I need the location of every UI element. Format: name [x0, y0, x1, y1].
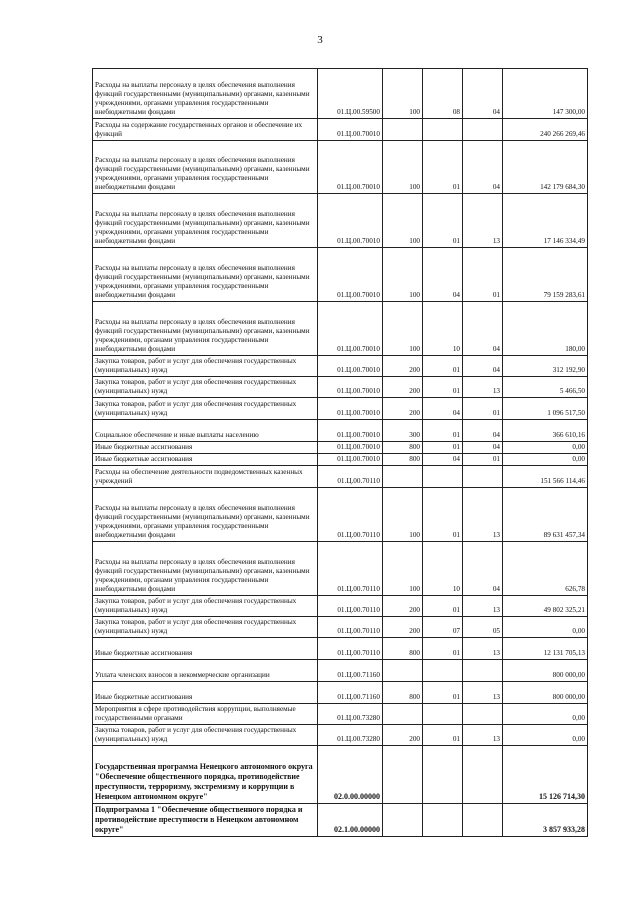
expense-name-cell: Уплата членских взносов в некоммерческие организации: [93, 660, 318, 682]
expense-name-cell: Расходы на выплаты персоналу в целях обеспечения выполнения функций государственными (муниципальными) органами, казенными учреждениями, органами управления государственными внебюджетными фондами: [93, 248, 318, 302]
section-cell: 01: [423, 682, 463, 704]
expense-type-cell: 100: [383, 141, 423, 194]
expense-name-cell: Расходы на выплаты персоналу в целях обеспечения выполнения функций государственными (муниципальными) органами, казенными учреждениями, органами управления государственными внебюджетными фондами: [93, 69, 318, 119]
section-cell: 01: [423, 356, 463, 377]
section-cell: 01: [423, 420, 463, 442]
expense-type-cell: [383, 704, 423, 725]
subsection-cell: [463, 804, 503, 837]
section-cell: [423, 660, 463, 682]
subsection-cell: 04: [463, 542, 503, 596]
expense-type-cell: 200: [383, 617, 423, 638]
section-cell: 01: [423, 488, 463, 542]
target-article-code-cell: 01.Ц.00.70010: [318, 302, 383, 356]
section-cell: [423, 704, 463, 725]
table-row: [93, 141, 588, 194]
subsection-cell: 05: [463, 617, 503, 638]
subsection-cell: 13: [463, 488, 503, 542]
table-row: [93, 804, 588, 837]
target-article-code-cell: 01.Ц.00.70110: [318, 488, 383, 542]
table-row: [93, 454, 588, 466]
subsection-cell: [463, 119, 503, 141]
section-cell: 01: [423, 141, 463, 194]
table-row: [93, 119, 588, 141]
expense-type-cell: [383, 746, 423, 804]
target-article-code-cell: 01.Ц.00.71160: [318, 682, 383, 704]
section-cell: 01: [423, 442, 463, 454]
amount-cell: 800 000,00: [503, 660, 588, 682]
target-article-code-cell: 01.Ц.00.70110: [318, 542, 383, 596]
target-article-code-cell: 01.Ц.00.73280: [318, 704, 383, 725]
table-row: [93, 542, 588, 596]
expense-type-cell: 200: [383, 356, 423, 377]
expense-name-cell: Расходы на выплаты персоналу в целях обеспечения выполнения функций государственными (муниципальными) органами, казенными учреждениями, органами управления государственными внебюджетными фондами: [93, 302, 318, 356]
section-cell: 04: [423, 454, 463, 466]
section-cell: 07: [423, 617, 463, 638]
amount-cell: 0,00: [503, 617, 588, 638]
expense-type-cell: [383, 466, 423, 488]
subsection-cell: 04: [463, 442, 503, 454]
subsection-cell: 13: [463, 682, 503, 704]
table-row: [93, 194, 588, 248]
subsection-cell: 13: [463, 725, 503, 746]
target-article-code-cell: 01.Ц.00.70010: [318, 442, 383, 454]
expense-type-cell: 800: [383, 442, 423, 454]
table-row: [93, 248, 588, 302]
subsection-cell: [463, 660, 503, 682]
table-row: [93, 596, 588, 617]
subsection-cell: 04: [463, 141, 503, 194]
table-row: [93, 398, 588, 420]
section-cell: 01: [423, 638, 463, 660]
table-row: [93, 420, 588, 442]
expense-name-cell: Закупка товаров, работ и услуг для обеспечения государственных (муниципальных) нужд: [93, 356, 318, 377]
section-cell: 08: [423, 69, 463, 119]
amount-cell: 79 159 283,61: [503, 248, 588, 302]
expense-name-cell: Иные бюджетные ассигнования: [93, 638, 318, 660]
section-cell: 10: [423, 542, 463, 596]
table-row: [93, 302, 588, 356]
table-row: [93, 660, 588, 682]
section-cell: 10: [423, 302, 463, 356]
amount-cell: 240 266 269,46: [503, 119, 588, 141]
expense-type-cell: 100: [383, 542, 423, 596]
target-article-code-cell: 01.Ц.00.70010: [318, 248, 383, 302]
expense-type-cell: [383, 119, 423, 141]
target-article-code-cell: 01.Ц.00.70010: [318, 420, 383, 442]
target-article-code-cell: 01.Ц.00.73280: [318, 725, 383, 746]
table-row: [93, 617, 588, 638]
expense-name-cell: Иные бюджетные ассигнования: [93, 442, 318, 454]
target-article-code-cell: 01.Ц.00.71160: [318, 660, 383, 682]
expense-type-cell: 200: [383, 377, 423, 398]
table-row: [93, 746, 588, 804]
target-article-code-cell: 02.1.00.00000: [318, 804, 383, 837]
section-cell: [423, 466, 463, 488]
expense-name-cell: Иные бюджетные ассигнования: [93, 682, 318, 704]
section-cell: [423, 119, 463, 141]
expense-type-cell: 100: [383, 488, 423, 542]
expense-type-cell: 300: [383, 420, 423, 442]
amount-cell: 17 146 334,49: [503, 194, 588, 248]
expense-name-cell: Закупка товаров, работ и услуг для обеспечения государственных (муниципальных) нужд: [93, 725, 318, 746]
subsection-cell: 04: [463, 420, 503, 442]
amount-cell: 3 857 933,28: [503, 804, 588, 837]
expense-name-cell: Расходы на содержание государственных органов и обеспечение их функций: [93, 119, 318, 141]
target-article-code-cell: 01.Ц.00.70010: [318, 454, 383, 466]
table-row: [93, 725, 588, 746]
table-row: [93, 377, 588, 398]
section-cell: 01: [423, 194, 463, 248]
section-cell: [423, 804, 463, 837]
subsection-cell: 01: [463, 248, 503, 302]
target-article-code-cell: 01.Ц.00.70110: [318, 638, 383, 660]
subsection-cell: 13: [463, 194, 503, 248]
expense-type-cell: 200: [383, 398, 423, 420]
target-article-code-cell: 01.Ц.00.59500: [318, 69, 383, 119]
amount-cell: 0,00: [503, 725, 588, 746]
target-article-code-cell: 01.Ц.00.70010: [318, 398, 383, 420]
budget-table-body: [93, 69, 588, 837]
page-number: 3: [317, 34, 323, 46]
expense-type-cell: 100: [383, 69, 423, 119]
amount-cell: 180,00: [503, 302, 588, 356]
amount-cell: 151 566 114,46: [503, 466, 588, 488]
target-article-code-cell: 01.Ц.00.70010: [318, 377, 383, 398]
amount-cell: 15 126 714,30: [503, 746, 588, 804]
amount-cell: 89 631 457,34: [503, 488, 588, 542]
target-article-code-cell: 01.Ц.00.70110: [318, 466, 383, 488]
expense-type-cell: 800: [383, 682, 423, 704]
expense-name-cell: Закупка товаров, работ и услуг для обеспечения государственных (муниципальных) нужд: [93, 398, 318, 420]
subsection-cell: [463, 704, 503, 725]
expense-name-cell: Расходы на выплаты персоналу в целях обеспечения выполнения функций государственными (муниципальными) органами, казенными учреждениями, органами управления государственными внебюджетными фондами: [93, 194, 318, 248]
amount-cell: 366 610,16: [503, 420, 588, 442]
subsection-cell: 04: [463, 69, 503, 119]
target-article-code-cell: 01.Ц.00.70010: [318, 356, 383, 377]
table-row: [93, 638, 588, 660]
section-cell: 04: [423, 398, 463, 420]
table-row: [93, 466, 588, 488]
amount-cell: 626,78: [503, 542, 588, 596]
expense-type-cell: 100: [383, 248, 423, 302]
subsection-cell: 13: [463, 638, 503, 660]
expense-name-cell: Государственная программа Ненецкого автономного округа "Обеспечение общественного порядка, противодействие преступности, терроризму, экстремизму и коррупции в Ненецком автономном округе": [93, 746, 318, 804]
target-article-code-cell: 02.0.00.00000: [318, 746, 383, 804]
expense-name-cell: Расходы на выплаты персоналу в целях обеспечения выполнения функций государственными (муниципальными) органами, казенными учреждениями, органами управления государственными внебюджетными фондами: [93, 488, 318, 542]
subsection-cell: [463, 746, 503, 804]
expense-name-cell: Мероприятия в сфере противодействия коррупции, выполняемые государственными органами: [93, 704, 318, 725]
target-article-code-cell: 01.Ц.00.70010: [318, 119, 383, 141]
section-cell: 04: [423, 248, 463, 302]
amount-cell: 142 179 684,30: [503, 141, 588, 194]
subsection-cell: 13: [463, 596, 503, 617]
amount-cell: 0,00: [503, 704, 588, 725]
expense-type-cell: 800: [383, 638, 423, 660]
subsection-cell: [463, 466, 503, 488]
expense-type-cell: 200: [383, 725, 423, 746]
section-cell: [423, 746, 463, 804]
subsection-cell: 04: [463, 302, 503, 356]
expense-name-cell: Социальное обеспечение и иные выплаты населению: [93, 420, 318, 442]
subsection-cell: 13: [463, 377, 503, 398]
table-row: [93, 682, 588, 704]
table-row: [93, 442, 588, 454]
expense-name-cell: Расходы на выплаты персоналу в целях обеспечения выполнения функций государственными (муниципальными) органами, казенными учреждениями, органами управления государственными внебюджетными фондами: [93, 542, 318, 596]
target-article-code-cell: 01.Ц.00.70010: [318, 141, 383, 194]
amount-cell: 147 300,00: [503, 69, 588, 119]
section-cell: 01: [423, 725, 463, 746]
target-article-code-cell: 01.Ц.00.70110: [318, 596, 383, 617]
amount-cell: 1 096 517,50: [503, 398, 588, 420]
section-cell: 01: [423, 596, 463, 617]
table-row: [93, 69, 588, 119]
expense-type-cell: 200: [383, 596, 423, 617]
expense-name-cell: Закупка товаров, работ и услуг для обеспечения государственных (муниципальных) нужд: [93, 596, 318, 617]
subsection-cell: 04: [463, 356, 503, 377]
expense-type-cell: 100: [383, 194, 423, 248]
expense-name-cell: Закупка товаров, работ и услуг для обеспечения государственных (муниципальных) нужд: [93, 377, 318, 398]
expense-name-cell: Закупка товаров, работ и услуг для обеспечения государственных (муниципальных) нужд: [93, 617, 318, 638]
expense-name-cell: Иные бюджетные ассигнования: [93, 454, 318, 466]
budget-table: [92, 68, 588, 837]
amount-cell: 800 000,00: [503, 682, 588, 704]
target-article-code-cell: 01.Ц.00.70010: [318, 194, 383, 248]
subsection-cell: 01: [463, 454, 503, 466]
expense-type-cell: [383, 660, 423, 682]
amount-cell: 5 466,50: [503, 377, 588, 398]
table-row: [93, 356, 588, 377]
expense-type-cell: 800: [383, 454, 423, 466]
table-row: [93, 704, 588, 725]
amount-cell: 312 192,90: [503, 356, 588, 377]
table-row: [93, 488, 588, 542]
expense-name-cell: Подпрограмма 1 "Обеспечение общественного порядка и противодействие преступности в Ненецком автономном округе": [93, 804, 318, 837]
expense-type-cell: 100: [383, 302, 423, 356]
section-cell: 01: [423, 377, 463, 398]
subsection-cell: 01: [463, 398, 503, 420]
expense-name-cell: Расходы на обеспечение деятельности подведомственных казенных учреждений: [93, 466, 318, 488]
amount-cell: 49 802 325,21: [503, 596, 588, 617]
expense-type-cell: [383, 804, 423, 837]
expense-name-cell: Расходы на выплаты персоналу в целях обеспечения выполнения функций государственными (муниципальными) органами, казенными учреждениями, органами управления государственными внебюджетными фондами: [93, 141, 318, 194]
target-article-code-cell: 01.Ц.00.70110: [318, 617, 383, 638]
amount-cell: 0,00: [503, 442, 588, 454]
amount-cell: 0,00: [503, 454, 588, 466]
amount-cell: 12 131 705,13: [503, 638, 588, 660]
